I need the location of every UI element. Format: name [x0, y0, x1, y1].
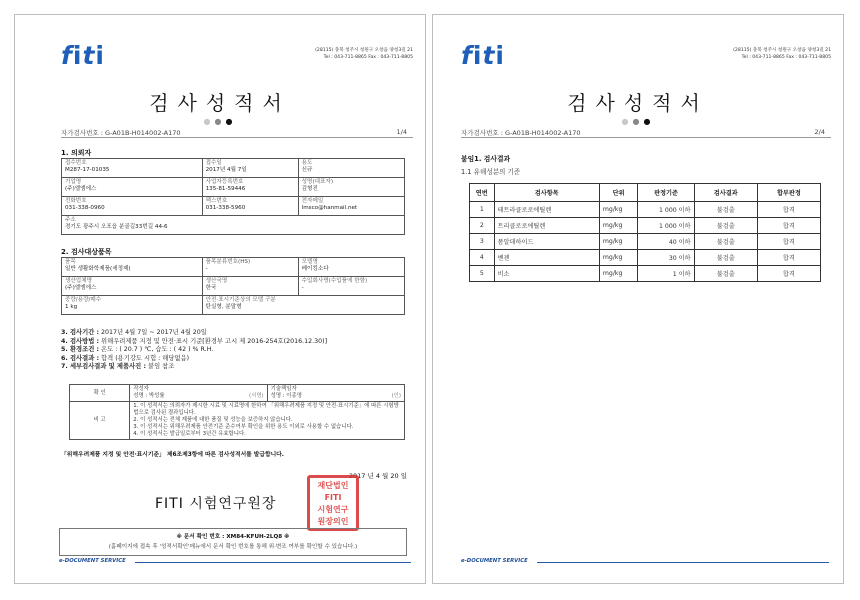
col-header: 검사결과: [694, 184, 757, 202]
writer-signature: (서명): [249, 393, 264, 399]
address-line-1: (28115) 충북 청주시 청원구 오창읍 양청3길 21: [315, 48, 413, 53]
cell-unit: mg/kg: [599, 234, 638, 250]
footer-label: e-DOCUMENT SERVICE: [461, 558, 528, 564]
seal-line: 재단법인: [317, 481, 349, 490]
cell-judgement: 합격: [757, 202, 820, 218]
cell-criteria: 1 이하: [638, 266, 694, 282]
confirmation-table: [69, 384, 405, 440]
phone-label: 전화번호: [65, 198, 87, 204]
environment-label: 5. 환경조건 :: [61, 346, 100, 354]
address-line-2: Tel : 043-711-8865 Fax : 043-711-8805: [741, 55, 831, 60]
test-period-line: [61, 329, 327, 338]
title-dots: [433, 117, 843, 126]
document-number: 자가검사번호 : G-A01B-H014002-A170: [61, 129, 181, 137]
issue-note: 「위해우려제품 지정 및 안전·표시기준」 제6조제3항에 따른 검사성적서를 발급합니다.: [61, 452, 284, 458]
cell-criteria: 30 이하: [638, 250, 694, 266]
verification-box: [59, 528, 407, 556]
cell-result: 불검출: [694, 234, 757, 250]
table-row: [470, 266, 821, 282]
company-address: [681, 47, 831, 61]
detail-line: [61, 363, 327, 372]
cell-criteria: 1 000 이하: [638, 202, 694, 218]
page-title: 검사성적서: [567, 91, 709, 115]
cell-unit: mg/kg: [599, 202, 638, 218]
section-product-heading: 2. 검사대상품목: [61, 248, 112, 256]
remarks-list: [133, 403, 401, 438]
maker: (주)엘엠에스: [65, 285, 97, 291]
confirm-label: 확 인: [70, 385, 130, 402]
dot-icon: ●: [643, 117, 655, 126]
safety: 탄실형, 분말형: [205, 304, 242, 310]
company-address: [263, 47, 413, 61]
col-header: 단위: [599, 184, 638, 202]
cell-criteria: 40 이하: [638, 234, 694, 250]
cell-item: 트리클로로에틸렌: [494, 218, 599, 234]
page-title: 검사성적서: [149, 91, 291, 115]
remark-item: 3. 이 성적서는 위해우려제품 안전기준 준수여부 확인을 위한 용도 이외로 사용할 수 없습니다.: [133, 424, 354, 430]
purpose: 신규: [301, 167, 313, 173]
ceo: 김형진: [301, 186, 318, 192]
fax-label: 팩스번호: [205, 198, 228, 204]
address-label: 주소: [65, 217, 76, 223]
cell-judgement: 합격: [757, 234, 820, 250]
cell-unit: mg/kg: [599, 218, 638, 234]
col-header: 연번: [470, 184, 495, 202]
issuer-name: FITI 시험연구원장: [155, 496, 277, 512]
remarks-label: 비 고: [70, 402, 130, 440]
writer-name: 성명 : 박성률: [133, 393, 165, 399]
section-client-heading: 1. 의뢰자: [61, 149, 92, 157]
cell-item: 테트라클로로에틸렌: [494, 202, 599, 218]
page-number: 2/4: [814, 128, 825, 136]
col-header: 검사항목: [494, 184, 599, 202]
report-page-2: [432, 14, 844, 584]
approver-label: 기술책임자: [270, 386, 297, 392]
table-row: [470, 250, 821, 266]
dot-icon: ●: [203, 117, 215, 126]
result: 합격 (용기강도 시험 : 해당없음): [101, 354, 190, 362]
receipt-date: 2017년 4월 7일: [205, 167, 247, 173]
email-label: 전자메일: [301, 198, 324, 204]
test-method: 위해우려제품 지정 및 안전·표시 기준[환경부 고시 제 2016-254호(2016.12.30)]: [101, 337, 328, 345]
official-seal-stamp: [307, 475, 359, 531]
writer-label: 작성자: [133, 386, 149, 392]
bizno: 135-81-59446: [205, 186, 246, 192]
verification-number: ※ 문서 확인 번호 : XM84-KFUH-2LQ8 ※: [176, 534, 290, 540]
item: 일반 생활화학제품(세정제): [65, 266, 131, 272]
dot-icon: ●: [621, 117, 633, 126]
verification-description: (홈페이지에 접속 후 '성적서확인'메뉴에서 문서 확인 번호를 통해 위·변조 여부를 확인할 수 있습니다.): [108, 544, 358, 550]
report-page-1: [14, 14, 426, 584]
result-label: 6. 검사결과 :: [61, 354, 100, 362]
remark-item: 4. 이 성적서는 발급일로부터 3년간 유효합니다.: [133, 431, 246, 437]
page-number: 1/4: [396, 128, 407, 136]
receipt-no-label: 접수번호: [65, 160, 87, 166]
importer-label: 수입회사명(수입품에 한함): [301, 278, 368, 284]
seal-line: 시험연구: [317, 505, 349, 514]
product-info-table: [61, 257, 405, 315]
seal-line: 원장의인: [317, 517, 349, 526]
fiti-logo: fiti: [61, 41, 105, 70]
table-header-row: [470, 184, 821, 202]
item-label: 품목: [65, 259, 76, 265]
phone: 031-338-0960: [65, 205, 105, 211]
hazard-results-table: [469, 183, 821, 282]
col-header: 합부판정: [757, 184, 820, 202]
test-method-line: [61, 338, 327, 347]
client-info-table: [61, 158, 405, 235]
issue-date: 2017 년 4 월 20 일: [348, 472, 407, 480]
footer-rule: [135, 562, 411, 563]
document-number-row: [61, 128, 413, 138]
results-subsection-heading: 1.1 유해성분의 기준: [461, 168, 521, 176]
table-row: [470, 234, 821, 250]
col-header: 판정기준: [638, 184, 694, 202]
cell-item: 비소: [494, 266, 599, 282]
hs-label: 품목분류번호(HS): [205, 259, 251, 265]
cell-no: 2: [470, 218, 495, 234]
test-period-label: 3. 검사기간 :: [61, 329, 100, 336]
table-row: [470, 218, 821, 234]
table-row: [470, 202, 821, 218]
weight: 1 kg: [65, 304, 78, 310]
cell-judgement: 합격: [757, 218, 820, 234]
model-label: 모델명: [301, 259, 318, 265]
weight-label: 중량/용량/매수: [65, 297, 102, 303]
approver-name: 성명 : 이종영: [270, 393, 302, 399]
seal-line: FITI: [324, 493, 342, 502]
importer: -: [301, 285, 304, 291]
maker-label: 생산업체명: [65, 278, 93, 284]
safety-label: 안전·표시기준상의 모델 구분: [205, 297, 276, 303]
dot-icon: ●: [632, 117, 644, 126]
remark-item: 1. 이 성적서는 의뢰자가 제시한 시료 및 시료명에 한하여 「위해우려제품 지정 및 안전·표시기준」에 따른 시험방법으로 검사된 결과입니다.: [133, 403, 399, 416]
footer-rule: [537, 562, 829, 563]
address-line-2: Tel : 043-711-8865 Fax : 043-711-8805: [323, 55, 413, 60]
test-period: 2017년 4월 7일 ~ 2017년 4월 20일: [101, 329, 207, 336]
cell-judgement: 합격: [757, 266, 820, 282]
cell-no: 3: [470, 234, 495, 250]
page-footer: [59, 558, 411, 566]
detail: 붙임 참조: [148, 363, 175, 371]
document-number-row: [461, 128, 831, 138]
cell-result: 불검출: [694, 250, 757, 266]
detail-label: 7. 세부검사결과 및 제품사진 :: [61, 363, 146, 371]
cell-unit: mg/kg: [599, 266, 638, 282]
hs: -: [205, 266, 208, 272]
document-number: 자가검사번호 : G-A01B-H014002-A170: [461, 129, 581, 137]
origin: 한국: [205, 285, 217, 291]
fiti-logo: fiti: [461, 41, 505, 70]
dot-icon: ●: [225, 117, 237, 126]
results-section-heading: 붙임1. 검사결과: [461, 155, 511, 163]
ceo-label: 성명(대표자): [301, 179, 334, 185]
cell-result: 불검출: [694, 202, 757, 218]
receipt-no: M287-17-01035: [65, 167, 110, 173]
test-method-label: 4. 검사방법 :: [61, 337, 100, 345]
dot-icon: ●: [214, 117, 226, 126]
page-footer: [461, 558, 829, 566]
cell-no: 5: [470, 266, 495, 282]
company-label: 기업명: [65, 179, 82, 185]
footer-label: e-DOCUMENT SERVICE: [59, 558, 126, 564]
remark-item: 2. 이 성적서는 전체 제품에 대한 품질 및 성능을 보증하지 않습니다.: [133, 417, 293, 423]
environment-line: [61, 346, 327, 355]
origin-label: 생산국명: [205, 278, 228, 284]
title-dots: [15, 117, 425, 126]
approver-signature: (인): [391, 393, 401, 399]
cell-result: 불검출: [694, 218, 757, 234]
model: 베이킹소다: [301, 266, 329, 272]
bizno-label: 사업자등록번호: [205, 179, 244, 185]
cell-unit: mg/kg: [599, 250, 638, 266]
email: lmsco@hanmail.net: [301, 205, 358, 211]
cell-no: 4: [470, 250, 495, 266]
fax: 031-338-5960: [205, 205, 246, 211]
cell-item: 벤젠: [494, 250, 599, 266]
receipt-date-label: 접수일: [205, 160, 222, 166]
address-line-1: (28115) 충북 청주시 청원구 오창읍 양청3길 21: [733, 48, 831, 53]
cell-item: 폼알데하이드: [494, 234, 599, 250]
cell-criteria: 1 000 이하: [638, 218, 694, 234]
cell-no: 1: [470, 202, 495, 218]
cell-result: 불검출: [694, 266, 757, 282]
environment: 온도 : ( 20.7 ) ℃, 습도 : ( 42 ) % R.H.: [101, 346, 214, 354]
company: (주)엘엠에스: [65, 186, 97, 192]
purpose-label: 용도: [301, 160, 313, 166]
address: 경기도 광주시 오포읍 분골길33번길 44-6: [65, 224, 168, 230]
test-details: [61, 329, 327, 372]
cell-judgement: 합격: [757, 250, 820, 266]
